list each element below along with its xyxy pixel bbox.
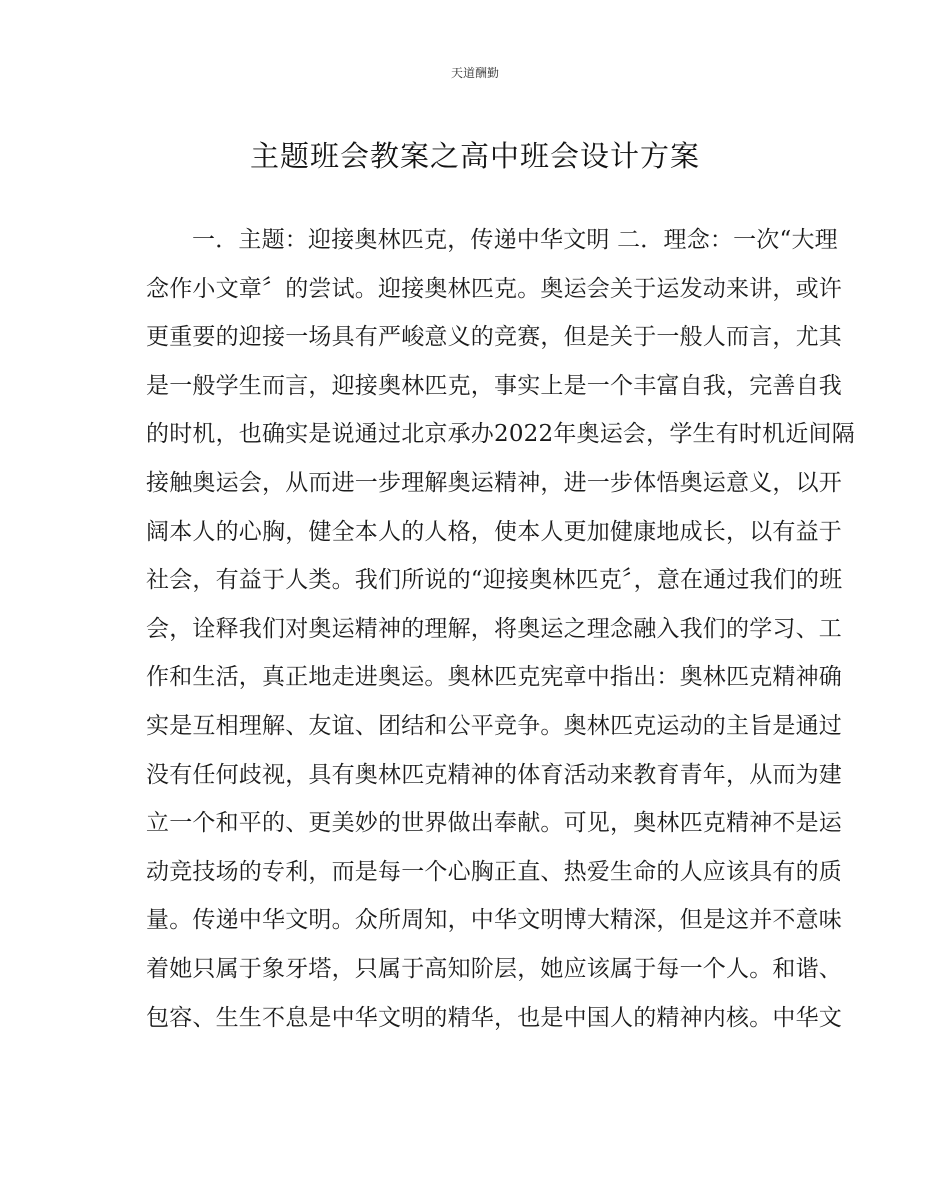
body-line: 立一个和平的、更美妙的世界做出奉献。可见，奥林匹克精神不是运 [146, 810, 842, 837]
body-line: 念作小文章〞的尝试。迎接奥林匹克。奥运会关于运发动来讲，或许 [146, 275, 842, 302]
body-line: 一．主题：迎接奥林匹克，传递中华文明 二．理念：一次“大理 [192, 227, 838, 253]
body-line: 的时机，也确实是说通过北京承办2022年奥运会，学生有时机近间隔 [146, 421, 855, 448]
page-header: 天道酬勤 [450, 66, 499, 80]
body-line: 更重要的迎接一场具有严峻意义的竞赛，但是关于一般人而言，尤其 [146, 324, 842, 351]
body-line: 阔本人的心胸，健全本人的人格，使本人更加健康地成长，以有益于 [146, 518, 842, 545]
page-title: 主题班会教案之高中班会设计方案 [249, 139, 700, 173]
document-body [146, 216, 855, 1042]
body-line: 包容、生生不息是中华文明的精华，也是中国人的精神内核。中华文 [146, 1004, 842, 1031]
body-line: 量。传递中华文明。众所周知，中华文明博大精深，但是这并不意味 [146, 907, 842, 934]
body-line: 接触奥运会，从而进一步理解奥运精神，进一步体悟奥运意义，以开 [146, 469, 842, 496]
body-line: 是一般学生而言，迎接奥林匹克，事实上是一个丰富自我，完善自我 [146, 372, 842, 399]
body-line: 会，诠释我们对奥运精神的理解，将奥运之理念融入我们的学习、工 [146, 615, 842, 642]
body-line: 动竞技场的专利，而是每一个心胸正直、热爱生命的人应该具有的质 [146, 858, 842, 885]
body-line: 社会，有益于人类。我们所说的“迎接奥林匹克〞，意在通过我们的班 [146, 567, 843, 594]
body-line: 作和生活，真正地走进奥运。奥林匹克宪章中指出：奥林匹克精神确 [146, 664, 842, 691]
body-line: 实是互相理解、友谊、团结和公平竞争。奥林匹克运动的主旨是通过 [146, 712, 842, 739]
body-line: 着她只属于象牙塔，只属于高知阶层，她应该属于每一个人。和谐、 [146, 955, 842, 982]
body-line: 没有任何歧视，具有奥林匹克精神的体育活动来教育青年，从而为建 [146, 761, 842, 788]
